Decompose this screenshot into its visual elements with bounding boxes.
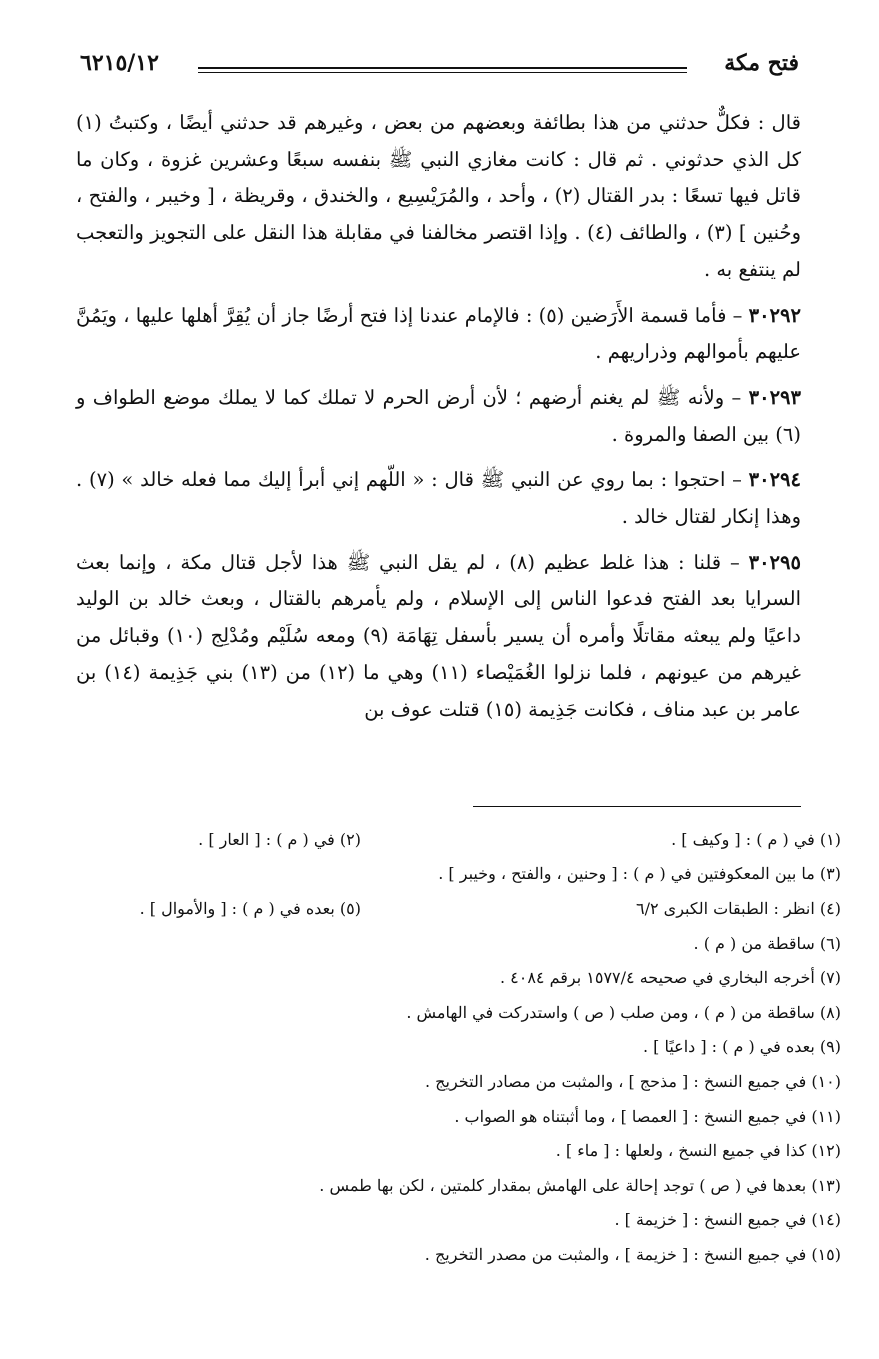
footnote-row <box>30 822 841 857</box>
paragraph-number: ٣٠٢٩٤ <box>748 468 802 492</box>
footnote-row <box>30 1203 841 1238</box>
paragraph-text: – ولأنه ﷺ لم يغنم أرضهم ؛ لأن أرض الحرم لا تملك كما لا يملك موضع الطواف و (٦) بين الصفا والمروة . <box>76 385 801 446</box>
paragraph-text: – احتجوا : بما روي عن النبي ﷺ قال : « اللّهم إني أبرأ إليك مما فعله خالد » (٧) . وهذا إنكار لقتال خالد . <box>76 468 801 529</box>
paragraph-text: – فأما قسمة الأَرَضين (٥) : فالإمام عندنا إذا فتح أرضًا جاز أن يُقِرَّ أهلها عليها ، ويَمُنَّ عليهم بأموالهم وذراريهم . <box>76 303 801 364</box>
footnote: (٥) بعده في ( م ) : [ والأموال ] . <box>139 898 361 918</box>
footnote-row <box>30 1030 841 1065</box>
footnote-row <box>30 926 841 961</box>
footnote: (٣) ما بين المعكوفتين في ( م ) : [ وحنين ، والفتح ، وخيبر ] . <box>438 864 841 884</box>
footnote: (٦) ساقطة من ( م ) . <box>693 933 841 953</box>
footnote: (١٣) بعدها في ( ص ) توجد إحالة على الهامش بمقدار كلمتين ، لكن بها طمس . <box>319 1175 841 1195</box>
footnote: (٤) انظر : الطبقات الكبرى ٦/٢ <box>636 898 841 918</box>
footnote-row <box>30 1168 841 1203</box>
footnote: (١٠) في جميع النسخ : [ مذحج ] ، والمثبت من مصادر التخريج . <box>425 1071 841 1091</box>
paragraph <box>76 462 801 535</box>
paragraph <box>76 298 801 371</box>
paragraph <box>76 105 801 289</box>
footnote: (١١) في جميع النسخ : [ العمصا ] ، وما أثبتناه هو الصواب . <box>454 1106 841 1126</box>
page-number: ٦٢١٥/١٢ <box>80 50 159 76</box>
footnote: (٧) أخرجه البخاري في صحيحه ١٥٧٧/٤ برقم ٤٠٨٤ . <box>499 968 841 988</box>
paragraph-number: ٣٠٢٩٢ <box>748 303 801 327</box>
footnote-row <box>30 995 841 1030</box>
header-rule <box>198 67 687 69</box>
footnote: (٨) ساقطة من ( م ) ، ومن صلب ( ص ) واستدركت في الهامش . <box>406 1002 841 1022</box>
page-header <box>80 50 799 90</box>
footnote-row <box>30 1133 841 1168</box>
paragraph-number: ٣٠٢٩٥ <box>748 550 801 574</box>
footnote: (١٥) في جميع النسخ : [ خزيمة ] ، والمثبت من مصدر التخريج . <box>424 1244 841 1264</box>
footnote: (١) في ( م ) : [ وكيف ] . <box>671 829 841 849</box>
paragraph <box>76 545 801 729</box>
main-text <box>76 105 801 728</box>
footnote-row <box>30 960 841 995</box>
footnote: (١٢) كذا في جميع النسخ ، ولعلها : [ ماء ] . <box>555 1141 841 1161</box>
footnote-row <box>30 1099 841 1134</box>
footnote: (٩) بعده في ( م ) : [ داعيًا ] . <box>642 1037 841 1057</box>
paragraph-text: – قلنا : هذا غلط عظيم (٨) ، لم يقل النبي ﷺ هذا لأجل قتال مكة ، وإنما بعث السرايا بعد الفتح فدعوا الناس إلى الإسلام ، ولم يأمرهم بالقتال ، وبعث خالد بن الوليد داعيًا ولم يبعثه مقاتلًا وأمره أن يسير بأسفل تِهَامَة (٩) ومعه سُلَيْم ومُدْلِج (١٠) وقبائل من غيرهم من عيونهم ، فلما نزلوا الغُمَيْصاء (١١) وهي ما (١٢) من (١٣) بني جَذِيمة (١٤) بن عامر بن عبد مناف ، فكانت جَذِيمة (١٥) قتلت عوف بن <box>76 550 801 721</box>
footnotes <box>30 822 841 1272</box>
footnote-row <box>30 1237 841 1272</box>
footnote: (٢) في ( م ) : [ العار ] . <box>198 829 361 849</box>
chapter-title: فتح مكة <box>724 50 799 76</box>
footnote-row <box>30 891 841 926</box>
paragraph-text: قال : فكلٌّ حدثني من هذا بطائفة وبعضهم من بعض ، وغيرهم قد حدثني أيضًا ، وكتبتُ (١) كل الذي حدثوني . ثم قال : كانت مغازي النبي ﷺ بنفسه سبعًا وعشرين غزوة ، وكان ما قاتل فيها تسعًا : بدر القتال (٢) ، وأحد ، والمُرَيْسِيع ، والخندق ، وقريظة ، [ وخيبر ، والفتح ، وحُنين ] (٣) ، والطائف (٤) . وإذا اقتصر مخالفنا في مقابلة هذا النقل على التجويز والتعجب لم ينتفع به . <box>76 111 801 281</box>
paragraph <box>76 380 801 453</box>
footnote-row <box>30 857 841 892</box>
footnote: (١٤) في جميع النسخ : [ خزيمة ] . <box>614 1210 841 1230</box>
footnote-separator <box>473 806 801 807</box>
paragraph-number: ٣٠٢٩٣ <box>748 385 801 409</box>
footnote-row <box>30 1064 841 1099</box>
